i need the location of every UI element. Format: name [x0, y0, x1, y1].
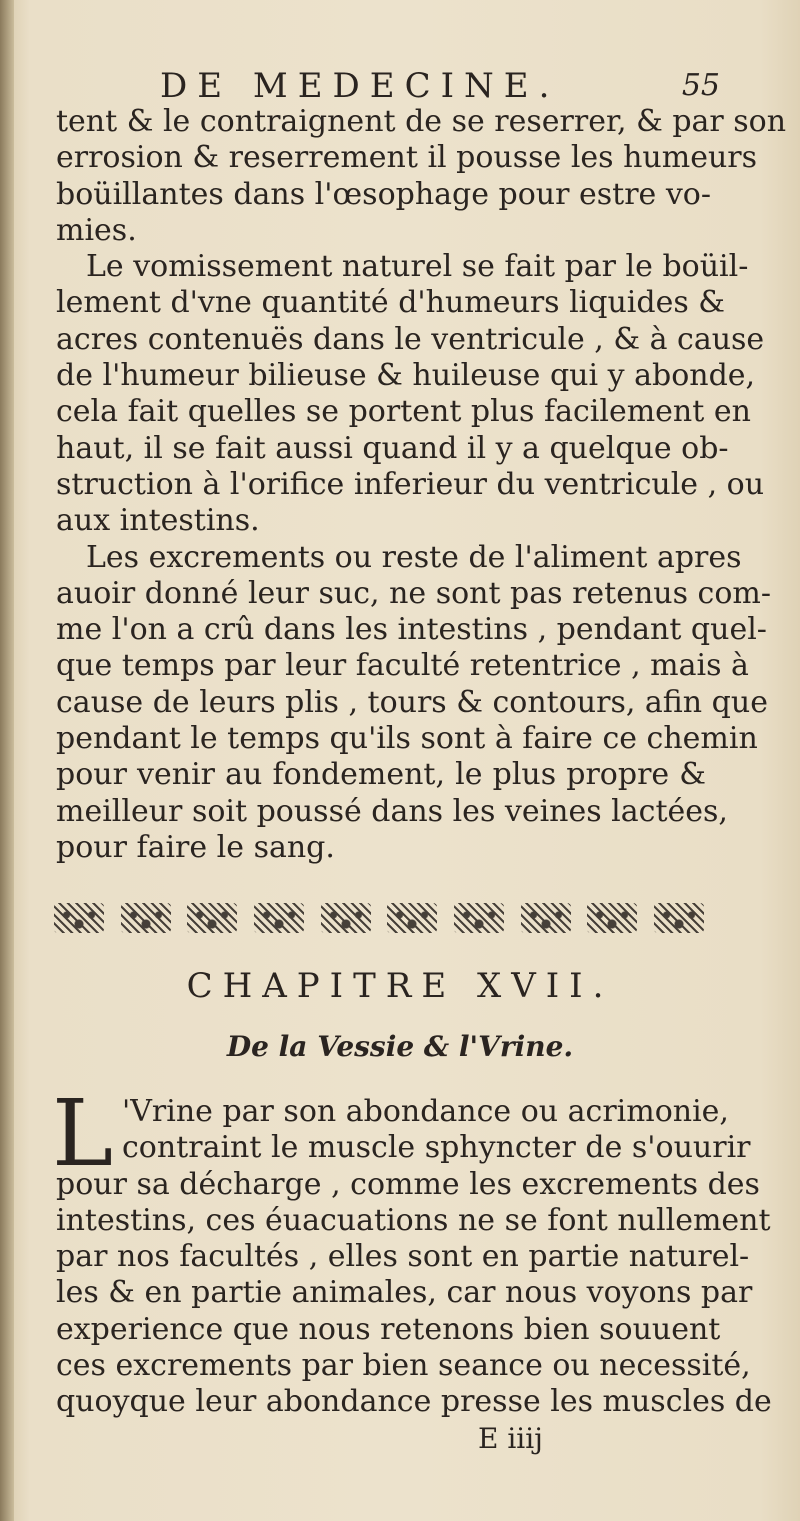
text-line: cela fait quelles se portent plus facilement en [56, 394, 751, 430]
section-2-text [56, 1094, 772, 1421]
ornament-icon [387, 903, 437, 933]
text-line: par nos facultés , elles sont en partie naturel- [56, 1239, 750, 1275]
text-line: que temps par leur faculté retentrice , mais à [56, 648, 749, 684]
text-line: les & en partie animales, car nous voyons par [56, 1275, 753, 1311]
text-line: pour sa décharge , comme les excrements des [56, 1166, 760, 1202]
chapter-subtitle: De la Vessie & l'Vrine. [226, 1030, 574, 1063]
text-line: acres contenuës dans le ventricule , & à cause [56, 321, 765, 357]
ornament-icon [454, 903, 504, 933]
text-line: de l'humeur bilieuse & huileuse qui y abonde, [56, 358, 756, 394]
catchword-signature: E iiij [478, 1422, 543, 1455]
text-line: pour faire le sang. [56, 829, 335, 865]
text-line: pour venir au fondement, le plus propre & [56, 757, 706, 793]
page-number: 55 [681, 68, 720, 103]
text-line: haut, il se fait aussi quand il y a quelque ob- [56, 430, 729, 466]
ornament-icon [121, 903, 171, 933]
text-line: me l'on a crû dans les intestins , pendant quel- [56, 612, 767, 648]
text-line: tent & le contraignent de se reserrer, & par son [56, 104, 787, 139]
text-line: ces excrements par bien seance ou necessité, [56, 1348, 751, 1384]
text-line: lement d'vne quantité d'humeurs liquides & [56, 285, 725, 321]
text-line: struction à l'orifice inferieur du ventricule , ou [56, 466, 765, 502]
ornament-icon [321, 903, 371, 933]
ornamental-band [54, 898, 704, 938]
text-line: meilleur soit poussé dans les veines lactées, [56, 793, 728, 829]
text-line: experience que nous retenons bien souuent [56, 1311, 721, 1347]
text-line: Le vomissement naturel se fait par le boüil- [86, 249, 749, 285]
text-line: mies. [56, 212, 137, 248]
ornament-icon [54, 903, 104, 933]
text-line: cause de leurs plis , tours & contours, afin que [56, 684, 768, 720]
chapter-title: CHAPITRE XVII. [186, 966, 614, 1006]
text-line: intestins, ces éuacuations ne se font nullement [56, 1202, 771, 1238]
text-line: boüillantes dans l'œsophage pour estre vo- [56, 176, 711, 212]
ornament-icon [254, 903, 304, 933]
section-1-text [56, 104, 787, 866]
text-line: contraint le muscle sphyncter de s'ouurir [122, 1130, 751, 1166]
text-line: errosion & reserrement il pousse les humeurs [56, 140, 758, 176]
page-gutter [0, 0, 14, 1521]
text-line: Les excrements ou reste de l'aliment apres [86, 539, 742, 575]
ornament-icon [187, 903, 237, 933]
running-head-title: DE MEDECINE. [160, 66, 560, 106]
text-line: auoir donné leur suc, ne sont pas retenus com- [56, 575, 772, 611]
text-line: 'Vrine par son abondance ou acrimonie, [122, 1094, 729, 1129]
text-line: aux intestins. [56, 503, 260, 539]
text-line: quoyque leur abondance presse les muscles de [56, 1384, 772, 1420]
text-line: pendant le temps qu'ils sont à faire ce chemin [56, 721, 758, 757]
ornament-icon [587, 903, 637, 933]
drop-cap: L [52, 1080, 114, 1187]
ornament-icon [521, 903, 571, 933]
running-head [160, 66, 720, 106]
ornament-icon [654, 903, 704, 933]
